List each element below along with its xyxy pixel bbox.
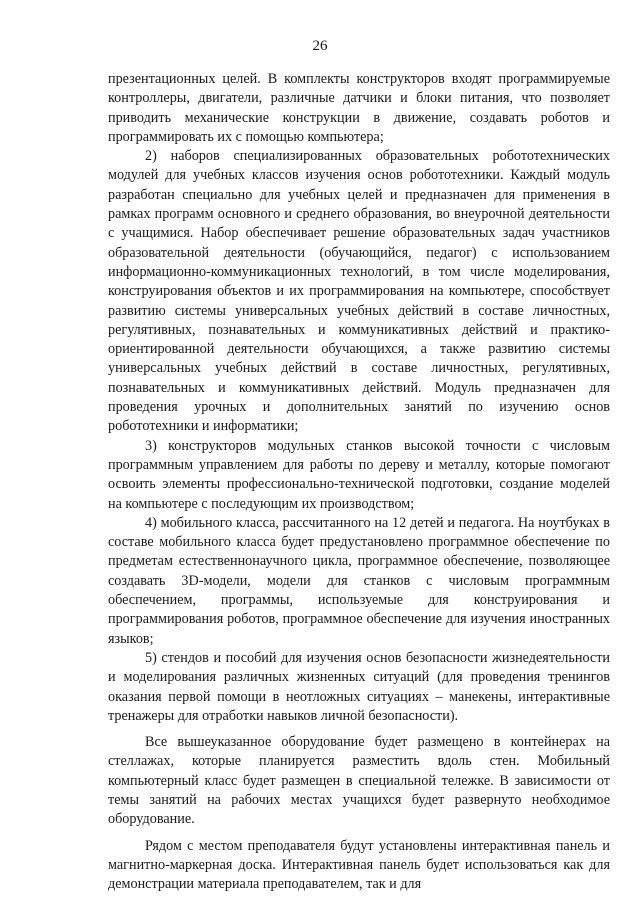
page-number: 26	[312, 38, 328, 54]
paragraph-equipment-placement: Все вышеуказанное оборудование будет размещено в контейнерах на стеллажах, которые планируется разместить вдоль стен. Мобильный компьютерный класс будет размещен в специальной тележке. В зависимости от темы занятий на рабочих местах учащихся будет развернуто необходимое оборудование.	[108, 734, 610, 828]
paragraph-item-5: 5) стендов и пособий для изучения основ безопасности жизнедеятельности и моделирования различных жизненных ситуаций (для проведения тренингов оказания первой помощи в неотложных ситуациях – манекены, интерактивные тренажеры для отработки навыков личной безопасности).	[108, 649, 610, 724]
paragraph-item-3: 3) конструкторов модульных станков высокой точности с числовым программным управлением для работы по дереву и металлу, которые помогают освоить элементы профессионально-технической подготовки, создание моделей на компьютере с последующим их производством;	[108, 437, 610, 512]
paragraph-item-2: 2) наборов специализированных образовательных робототехнических модулей для учебных классов изучения основ робототехники. Каждый модуль разработан специально для учебных целей и предназначен для применения в рамках программ основного и среднего образования, во внеурочной деятельности с учащимися. Набор обеспечивает решение образовательных задач участников образовательной деятельности (обучающийся, педагог) с использованием информационно-коммуникационных технологий, в том числе моделирования, конструирования объектов и их программирования на компьютере, способствует развитию системы универсальных учебных действий в составе личностных, регулятивных, познавательных и коммуникативных действий и практико-ориентированной деятельности обучающихся, а также развитию системы универсальных учебных действий в составе личностных, регулятивных, познавательных и коммуникативных действий. Модуль предназначен для проведения урочных и дополнительных занятий по изучению основ робототехники и информатики;	[108, 148, 610, 435]
document-body	[108, 70, 610, 894]
paragraph-continuation: презентационных целей. В комплекты конструкторов входят программируемые контроллеры, двигатели, различные датчики и блоки питания, что позволяет приводить механические конструкции в движение, создавать роботов и программировать их с помощью компьютера;	[108, 71, 610, 145]
paragraph-interactive-panel: Рядом с местом преподавателя будут установлены интерактивная панель и магнитно-маркерная доска. Интерактивная панель будет использоваться как для демонстрации материала преподавателем, так и для	[108, 837, 610, 893]
paragraph-item-4: 4) мобильного класса, рассчитанного на 12 детей и педагога. На ноутбуках в составе мобильного класса будет предустановлено программное обеспечение по предметам естественнонаучного цикла, программное обеспечение, позволяющее создавать 3D-модели, модели для станков с числовым программным обеспечением, программы, используемые для конструирования и программирования роботов, программное обеспечение для изучения иностранных языков;	[108, 514, 610, 647]
